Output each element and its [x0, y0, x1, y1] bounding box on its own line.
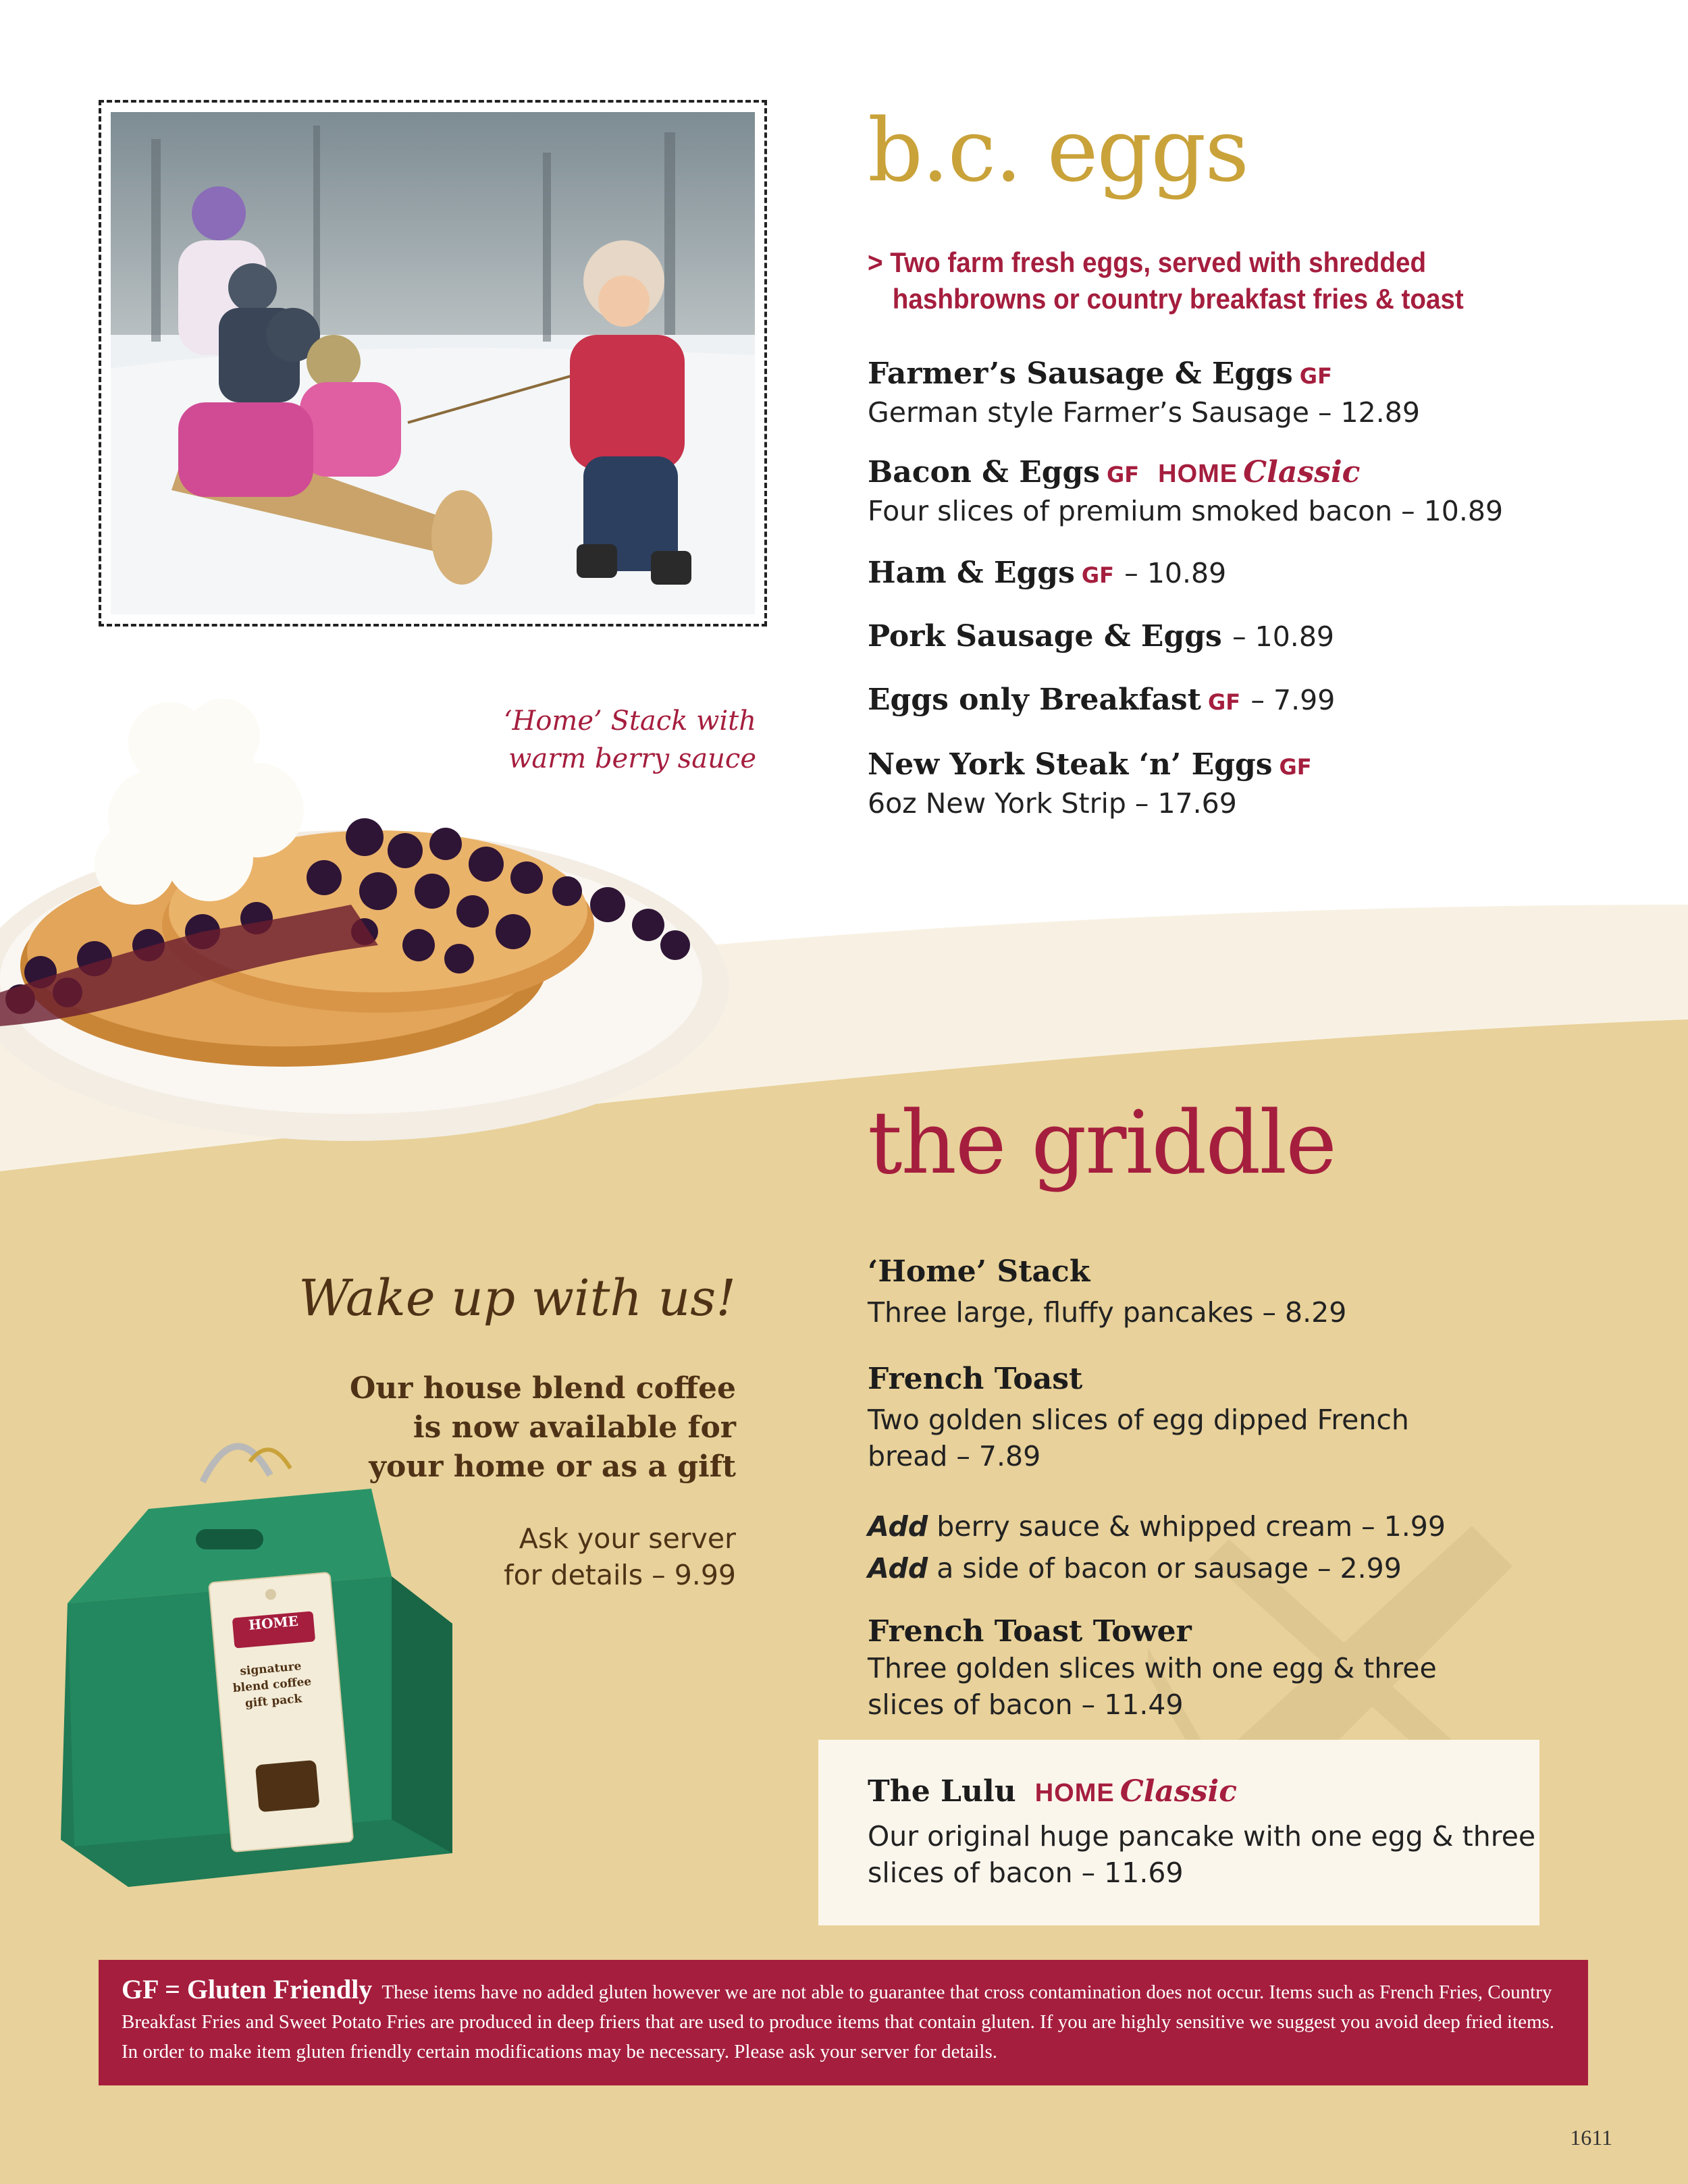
- menu-item-eggs-only: [868, 682, 1543, 720]
- menu-item-farmers-sausage: [868, 356, 1543, 431]
- menu-item-pork-sausage: [868, 618, 1543, 655]
- tag-line2: blend coffee: [232, 1674, 312, 1696]
- eggs-subtitle: [868, 244, 1464, 317]
- item-description-line1: Two golden slices of egg dipped French: [868, 1404, 1409, 1436]
- item-description: Three large, fluffy pancakes – 8.29: [868, 1296, 1347, 1329]
- gluten-friendly-notice: [99, 1960, 1588, 2085]
- item-name: Bacon & Eggs: [868, 455, 1101, 489]
- item-name: Eggs only Breakfast: [868, 683, 1201, 717]
- pancake-caption: [504, 702, 756, 778]
- item-description-line1: Our original huge pancake with one egg & three: [868, 1820, 1536, 1853]
- menu-item-bacon-eggs: [868, 454, 1543, 529]
- eggs-subtitle-line2: hashbrowns or country breakfast fries & toast: [892, 283, 1464, 315]
- tag-line1: signature: [239, 1659, 302, 1679]
- page-number: 1611: [1570, 2125, 1612, 2150]
- promo-headline: Wake up with us!: [298, 1269, 736, 1327]
- menu-item-ham-eggs: [868, 555, 1543, 593]
- item-description-line2: bread – 7.89: [868, 1440, 1041, 1472]
- griddle-section-title: the griddle: [868, 1093, 1336, 1194]
- item-description: German style Farmer’s Sausage – 12.89: [868, 396, 1420, 429]
- item-price: – 10.89: [1124, 557, 1227, 589]
- menu-item-french-toast-tower: [868, 1614, 1543, 1723]
- caption-line1: ‘Home’ Stack with: [503, 705, 756, 737]
- photo-frame: [99, 100, 767, 627]
- add-text: berry sauce & whipped cream – 1.99: [928, 1510, 1446, 1543]
- kids-toboggan-photo: [111, 112, 755, 614]
- promo-server-line2: for details – 9.99: [504, 1559, 736, 1591]
- eggs-subtitle-line1: > Two farm fresh eggs, served with shredded: [868, 246, 1427, 278]
- gf-notice-text: These items have no added gluten however we are not able to guarantee that cross contamination does not occur. Items such as French Fries, Country Breakfast Fries and Sweet Potato Fries are produced in deep friers that are used to produce items that contain gluten. If you are highly sensitive we suggest you avoid deep fried items. In order to make item gluten friendly certain modifications may be necessary. Please ask your server for details.: [122, 1981, 1555, 2062]
- item-name: French Toast: [868, 1362, 1083, 1396]
- tag-text: [213, 1656, 332, 1715]
- item-price: – 10.89: [1232, 620, 1335, 653]
- tag-brand-label: HOME: [248, 1612, 299, 1634]
- eggs-section-title: b.c. eggs: [868, 101, 1248, 201]
- item-description-line2: slices of bacon – 11.49: [868, 1688, 1184, 1721]
- gf-badge: GF: [1081, 562, 1114, 588]
- item-price: – 7.99: [1250, 684, 1336, 716]
- promo-line2: is now available for: [413, 1410, 736, 1445]
- promo-line1: Our house blend coffee: [349, 1371, 736, 1406]
- menu-item-french-toast: [868, 1361, 1543, 1474]
- add-on-berry-sauce: [868, 1506, 1543, 1547]
- promo-line3: your home or as a gift: [369, 1449, 736, 1484]
- promo-server-line1: Ask your server: [519, 1522, 736, 1555]
- tag-line3: gift pack: [244, 1692, 303, 1711]
- item-description-line1: Three golden slices with one egg & three: [868, 1652, 1437, 1684]
- classic-label: Classic: [1243, 455, 1361, 489]
- item-name: ‘Home’ Stack: [868, 1254, 1090, 1289]
- add-on-bacon: [868, 1547, 1543, 1589]
- gf-badge: GF: [1299, 363, 1332, 389]
- item-name: New York Steak ‘n’ Eggs: [868, 747, 1273, 782]
- caption-line2: warm berry sauce: [508, 743, 756, 774]
- gf-notice-label: GF = Gluten Friendly: [122, 1974, 373, 2004]
- menu-item-lulu: [868, 1774, 1543, 1891]
- item-description: 6oz New York Strip – 17.69: [868, 787, 1237, 820]
- item-name: Ham & Eggs: [868, 556, 1075, 590]
- add-ons-list: [868, 1506, 1543, 1589]
- home-classic-badge: HOME: [1158, 460, 1238, 488]
- add-label: Add: [868, 1510, 928, 1543]
- menu-item-home-stack: [868, 1254, 1543, 1331]
- gf-badge: GF: [1208, 689, 1241, 715]
- add-text: a side of bacon or sausage – 2.99: [928, 1552, 1402, 1584]
- promo-server-text: [504, 1520, 736, 1593]
- gf-badge: GF: [1107, 462, 1140, 487]
- item-description: Four slices of premium smoked bacon – 10.89: [868, 495, 1504, 527]
- home-classic-badge: HOME: [1034, 1779, 1115, 1807]
- item-name: French Toast Tower: [868, 1614, 1192, 1649]
- add-label: Add: [868, 1552, 928, 1584]
- classic-label: Classic: [1119, 1774, 1237, 1809]
- item-name: Pork Sausage & Eggs: [868, 619, 1222, 654]
- menu-item-steak-eggs: [868, 747, 1543, 822]
- item-name: Farmer’s Sausage & Eggs: [868, 356, 1293, 391]
- gf-badge: GF: [1279, 754, 1312, 780]
- item-name: The Lulu: [868, 1774, 1016, 1809]
- item-description-line2: slices of bacon – 11.69: [868, 1857, 1184, 1889]
